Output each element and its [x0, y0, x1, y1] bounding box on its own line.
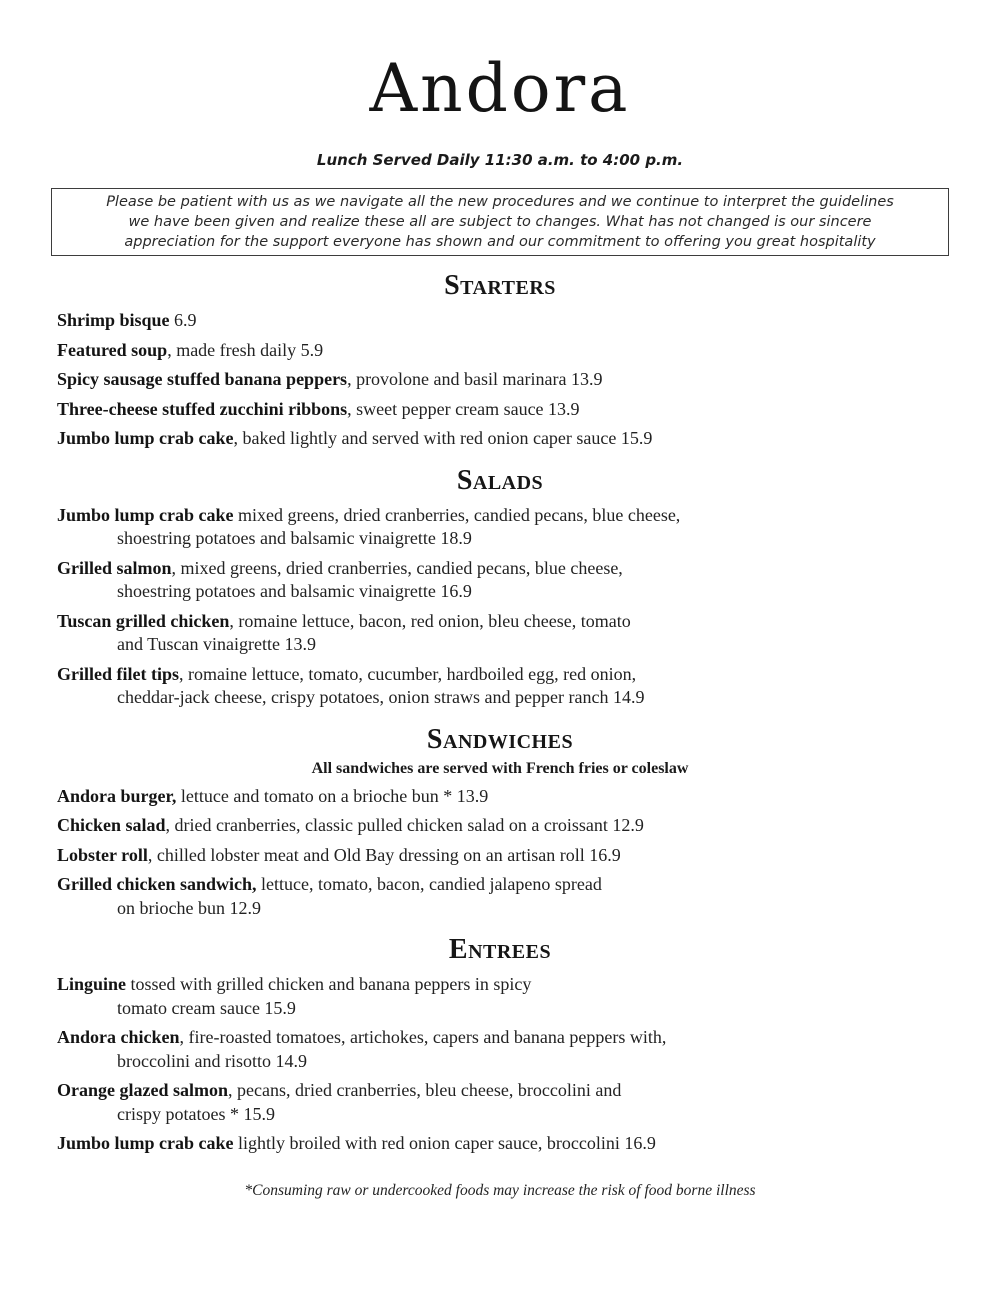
menu-item-spicy-sausage-peppers [57, 368, 943, 392]
menu-item-lobster-roll [57, 844, 943, 868]
item-name: Jumbo lump crab cake [57, 428, 234, 449]
section-heading-sandwiches: Sandwiches [426, 723, 574, 755]
menu-item-crab-cake-starter [57, 427, 943, 451]
item-name: Grilled chicken sandwich, [57, 874, 257, 895]
item-name: Spicy sausage stuffed banana peppers [57, 369, 348, 390]
menu-item-andora-burger [57, 785, 943, 809]
item-description-continuation: and Tuscan vinaigrette 13.9 [117, 634, 316, 655]
footer-disclaimer: *Consuming raw or undercooked foods may increase the risk of food borne illness [244, 1181, 756, 1199]
menu-item-linguine [57, 973, 943, 1020]
notice-line-2: we have been given and realize these all are subject to changes. What has not changed is our sincere [128, 214, 872, 231]
item-description-continuation: on brioche bun 12.9 [117, 897, 261, 918]
item-description-continuation: crispy potatoes * 15.9 [117, 1103, 275, 1124]
menu-item-crab-cake-salad [57, 504, 943, 551]
item-description: , chilled lobster meat and Old Bay dressing on an artisan roll 16.9 [147, 844, 621, 865]
item-name: Tuscan grilled chicken [57, 610, 230, 631]
item-description: , baked lightly and served with red onion caper sauce 15.9 [233, 428, 653, 449]
menu-item-grilled-chicken-sandwich [57, 873, 943, 920]
restaurant-name-title: Andora [369, 50, 631, 127]
item-description: lettuce and tomato on a brioche bun * 13.9 [176, 785, 489, 806]
menu-item-shrimp-bisque [57, 309, 943, 333]
item-name: Grilled salmon [57, 557, 172, 578]
menu-item-grilled-salmon-salad [57, 557, 943, 604]
item-description: , fire-roasted tomatoes, artichokes, capers and banana peppers with, [179, 1027, 667, 1048]
item-description: , provolone and basil marinara 13.9 [347, 369, 603, 390]
item-name: Lobster roll [57, 844, 148, 865]
item-description: tossed with grilled chicken and banana peppers in spicy [126, 974, 532, 995]
item-name: Jumbo lump crab cake [57, 504, 234, 525]
menu-item-featured-soup [57, 339, 943, 363]
item-description: , romaine lettuce, bacon, red onion, bleu cheese, tomato [229, 610, 631, 631]
item-description: lettuce, tomato, bacon, candied jalapeno spread [256, 874, 602, 895]
item-description: , romaine lettuce, tomato, cucumber, hardboiled egg, red onion, [178, 663, 637, 684]
menu-item-crab-cake-entree [57, 1132, 943, 1156]
menu-content [0, 270, 1000, 1200]
item-name: Featured soup [57, 339, 168, 360]
menu-item-zucchini-ribbons [57, 398, 943, 422]
item-description: , mixed greens, dried cranberries, candied pecans, blue cheese, [171, 557, 623, 578]
item-name: Andora chicken [57, 1027, 180, 1048]
item-description: 6.9 [169, 310, 197, 331]
item-description-continuation: tomato cream sauce 15.9 [117, 997, 296, 1018]
notice-line-3: appreciation for the support everyone has shown and our commitment to offering you great hospitality [124, 234, 876, 251]
menu-item-grilled-filet-tips-salad [57, 663, 943, 710]
section-heading-salads: Salads [456, 464, 544, 496]
menu-item-orange-glazed-salmon [57, 1079, 943, 1126]
item-name: Chicken salad [57, 815, 166, 836]
item-description: , made fresh daily 5.9 [167, 339, 324, 360]
section-entrees [57, 934, 943, 1156]
section-sandwiches [57, 724, 943, 921]
item-name: Jumbo lump crab cake [57, 1133, 234, 1154]
item-description-continuation: shoestring potatoes and balsamic vinaigrette 18.9 [117, 528, 472, 549]
item-description: , dried cranberries, classic pulled chicken salad on a croissant 12.9 [165, 815, 644, 836]
item-description-continuation: shoestring potatoes and balsamic vinaigrette 16.9 [117, 581, 472, 602]
section-starters [57, 270, 943, 451]
item-description: lightly broiled with red onion caper sauce, broccolini 16.9 [233, 1133, 656, 1154]
item-description: , pecans, dried cranberries, bleu cheese, broccolini and [228, 1080, 622, 1101]
section-heading-entrees: Entrees [448, 934, 552, 966]
menu-item-andora-chicken [57, 1026, 943, 1073]
notice-line-1: Please be patient with us as we navigate all the new procedures and we continue to interpret the guidelines [106, 194, 894, 211]
item-description: mixed greens, dried cranberries, candied pecans, blue cheese, [233, 504, 681, 525]
item-description-continuation: cheddar-jack cheese, crispy potatoes, onion straws and pepper ranch 14.9 [117, 687, 645, 708]
item-name: Andora burger, [57, 785, 177, 806]
item-name: Linguine [57, 974, 127, 995]
notice-box [51, 188, 949, 256]
sandwiches-note: All sandwiches are served with French fries or coleslaw [311, 759, 689, 777]
hours-subtitle: Lunch Served Daily 11:30 a.m. to 4:00 p.m. [316, 151, 684, 170]
section-salads [57, 465, 943, 710]
section-heading-starters: Starters [444, 270, 556, 302]
menu-item-tuscan-chicken-salad [57, 610, 943, 657]
item-name: Grilled filet tips [57, 663, 179, 684]
item-name: Shrimp bisque [57, 310, 170, 331]
item-name: Three-cheese stuffed zucchini ribbons [57, 398, 348, 419]
item-description: , sweet pepper cream sauce 13.9 [347, 398, 580, 419]
item-name: Orange glazed salmon [57, 1080, 228, 1101]
item-description-continuation: broccolini and risotto 14.9 [117, 1050, 307, 1071]
menu-item-chicken-salad-sandwich [57, 814, 943, 838]
